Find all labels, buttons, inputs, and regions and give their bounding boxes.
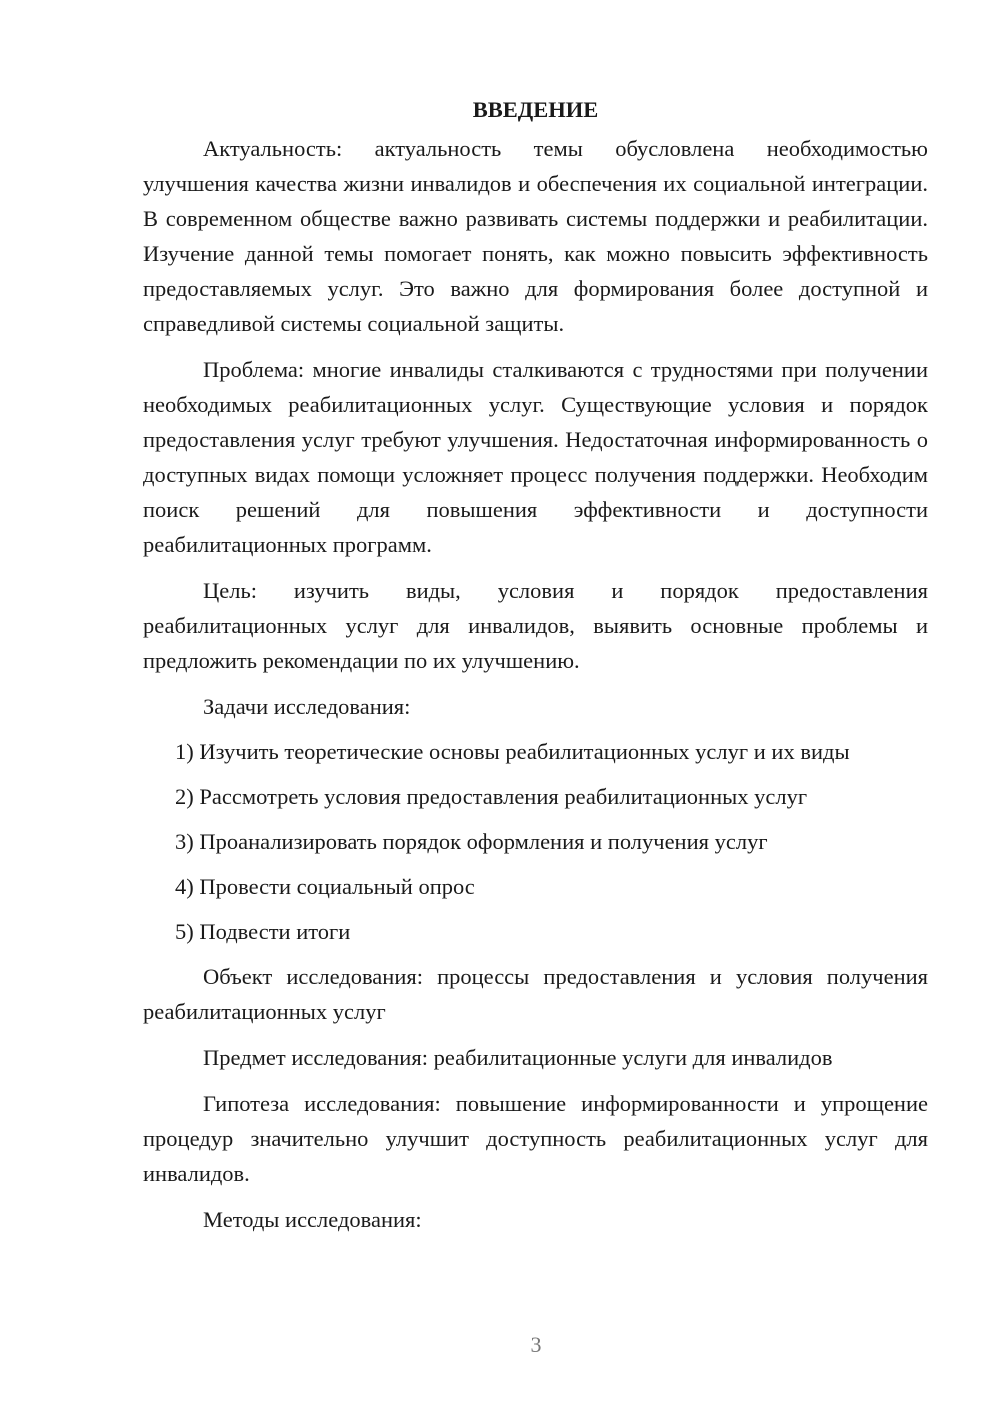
- paragraph-hypothesis: Гипотеза исследования: повышение информированности и упрощение процедур значительно улучшит доступность реабилитационных услуг для инвалидов.: [143, 1091, 928, 1186]
- list-item: 5) Подвести итоги: [175, 919, 351, 944]
- paragraph-object: Объект исследования: процессы предоставления и условия получения реабилитационных услуг: [143, 964, 928, 1024]
- paragraph-subject: Предмет исследования: реабилитационные услуги для инвалидов: [203, 1045, 833, 1070]
- document-page: [143, 92, 928, 1248]
- tasks-title: Задачи исследования:: [203, 694, 411, 719]
- paragraph-goal: Цель: изучить виды, условия и порядок предоставления реабилитационных услуг для инвалидов, выявить основные проблемы и предложить рекомендации по их улучшению.: [143, 578, 928, 673]
- paragraph-problem: Проблема: многие инвалиды сталкиваются с трудностями при получении необходимых реабилитационных услуг. Существующие условия и порядок предоставления услуг требуют улучшения. Недостаточная информированность о доступных видах помощи усложняет процесс получения поддержки. Необходим поиск решений для повышения эффективности и доступности реабилитационных программ.: [143, 357, 928, 557]
- page-number: 3: [530, 1332, 542, 1357]
- list-item: 2) Рассмотреть условия предоставления реабилитационных услуг: [175, 784, 808, 809]
- section-heading: ВВЕДЕНИЕ: [472, 97, 599, 122]
- tasks-list: [143, 734, 928, 949]
- paragraph-methods: Методы исследования:: [203, 1207, 422, 1232]
- list-item: 4) Провести социальный опрос: [175, 874, 475, 899]
- list-item: 1) Изучить теоретические основы реабилитационных услуг и их виды: [175, 739, 850, 764]
- list-item: 3) Проанализировать порядок оформления и получения услуг: [175, 829, 768, 854]
- paragraph-relevance: Актуальность: актуальность темы обусловлена необходимостью улучшения качества жизни инвалидов и обеспечения их социальной интеграции. В современном обществе важно развивать системы поддержки и реабилитации. Изучение данной темы помогает понять, как можно повысить эффективность предоставляемых услуг. Это важно для формирования более доступной и справедливой системы социальной защиты.: [143, 136, 928, 336]
